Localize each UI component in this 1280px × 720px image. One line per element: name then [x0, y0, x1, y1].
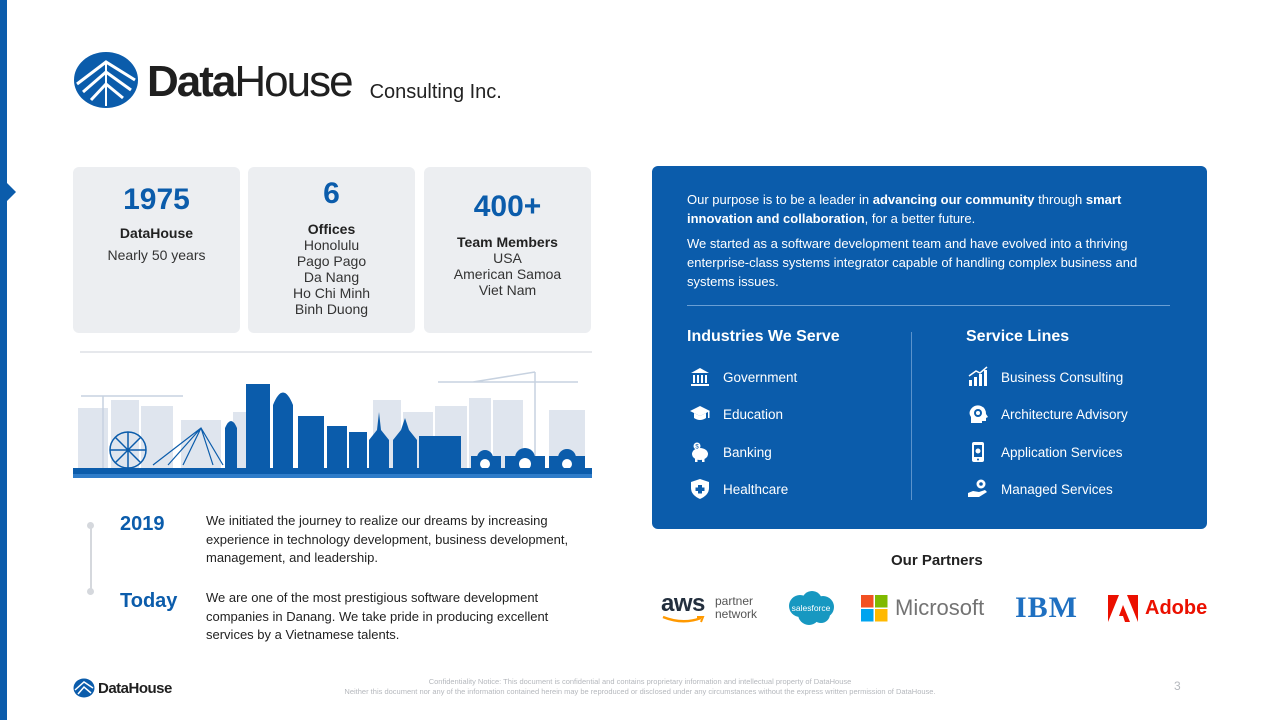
left-accent-bar [0, 0, 7, 720]
stat-line: Honolulu [303, 237, 360, 253]
partner-microsoft-logo [861, 588, 984, 628]
industry-education [689, 403, 783, 425]
salesforce-wordmark: salesforce [791, 603, 831, 613]
timeline-dot [87, 522, 94, 529]
aws-partner-text: partner [715, 594, 754, 608]
industry-government [689, 366, 797, 388]
service-architecture-advisory [967, 403, 1128, 425]
service-business-consulting [967, 366, 1123, 388]
timeline-text-2019: We initiated the journey to realize our dreams by increasing experience in technology development, business development, management, and leadership. [206, 513, 569, 565]
service-label: Architecture Advisory [1001, 406, 1128, 422]
timeline-connector [90, 525, 92, 593]
service-label: Business Consulting [1001, 369, 1124, 385]
footer-brand: DataHouse [98, 679, 172, 697]
medical-shield-icon [689, 478, 711, 500]
stat-line: Da Nang [303, 269, 360, 285]
service-label: Managed Services [1001, 481, 1113, 497]
government-icon [689, 366, 711, 388]
stat-number: 1975 [123, 183, 190, 216]
aws-wordmark: aws [661, 590, 705, 617]
microsoft-wordmark: Microsoft [895, 595, 985, 620]
left-accent-notch [7, 183, 16, 201]
svg-text:$: $ [695, 444, 699, 451]
industry-label: Banking [723, 444, 772, 460]
brand-subtitle: Consulting Inc. [369, 81, 502, 103]
partner-ibm-logo [1015, 588, 1078, 628]
stat-line: Nearly 50 years [107, 247, 206, 263]
service-application-services [967, 441, 1123, 463]
industry-label: Education [723, 406, 784, 422]
microsoft-windows-icon [861, 595, 888, 622]
timeline-dot [87, 588, 94, 595]
stat-label: Team Members [457, 234, 558, 250]
hand-gear-icon [967, 478, 989, 500]
stat-card-offices [248, 167, 415, 333]
timeline-text-today: We are one of the most prestigious software development companies in Danang. We take pride in producing excellent services by a Vietnamese talents. [206, 590, 549, 642]
graduation-cap-icon [689, 403, 711, 425]
partners-heading: Our Partners [891, 552, 983, 569]
partner-aws-logo [661, 588, 757, 628]
purpose-statement: Our purpose is to be a leader in advancing our community through smart innovation and collaboration, for a better future. [687, 192, 1122, 226]
stat-number: 400+ [473, 190, 542, 223]
mobile-app-icon [967, 441, 989, 463]
service-managed-services [967, 478, 1113, 500]
history-statement: We started as a software development team and have evolved into a thriving enterprise-class systems integrator capable of handling complex business and systems issues. [687, 236, 1138, 289]
gear-head-icon [967, 403, 989, 425]
partner-salesforce-logo [785, 588, 837, 628]
timeline-year-2019: 2019 [120, 513, 165, 535]
stat-number: 6 [323, 177, 340, 210]
stat-line: USA [493, 250, 522, 266]
adobe-wordmark: Adobe [1145, 596, 1208, 619]
stat-label: DataHouse [119, 225, 194, 241]
services-heading: Service Lines [966, 328, 1070, 345]
panel-divider [687, 305, 1170, 306]
stat-card-team [424, 167, 591, 333]
stat-card-founded [73, 167, 240, 333]
footer-logo [73, 678, 172, 698]
timeline-year-today: Today [120, 590, 178, 612]
industry-banking [689, 441, 772, 463]
growth-chart-icon [967, 366, 989, 388]
stat-line: Binh Duong [294, 301, 369, 317]
section-divider [80, 351, 592, 353]
page-number: 3 [1174, 679, 1181, 693]
confidentiality-notice: Confidentiality Notice: This document is confidential and contains proprietary information and intellectual property of DataHouse Neither this document nor any of the information contained herein may be reproduced or disclosed under any circumstances without the express written permission of DataHouse. [344, 677, 936, 696]
aws-network-text: network [715, 607, 758, 621]
stat-line: Ho Chi Minh [292, 285, 371, 301]
industry-label: Government [723, 369, 798, 385]
industry-label: Healthcare [723, 481, 789, 497]
industries-heading: Industries We Serve [687, 328, 840, 345]
company-logo [73, 50, 502, 110]
city-skyline-illustration [73, 360, 592, 482]
service-label: Application Services [1001, 444, 1123, 460]
column-divider [911, 332, 912, 500]
partner-adobe-logo [1108, 588, 1207, 628]
datahouse-globe-icon [73, 50, 139, 110]
adobe-a-icon [1108, 595, 1138, 622]
ibm-wordmark: IBM [1015, 591, 1078, 624]
industry-healthcare [689, 478, 788, 500]
purpose-panel [652, 166, 1207, 529]
datahouse-globe-icon [73, 678, 95, 698]
stat-label: Offices [307, 221, 356, 237]
brand-name: DataHouse [147, 57, 352, 106]
stat-line: Pago Pago [296, 253, 367, 269]
stat-line: Viet Nam [478, 282, 537, 298]
aws-smile-icon [661, 615, 707, 624]
piggy-bank-icon [689, 441, 711, 463]
stat-line: American Samoa [453, 266, 562, 282]
